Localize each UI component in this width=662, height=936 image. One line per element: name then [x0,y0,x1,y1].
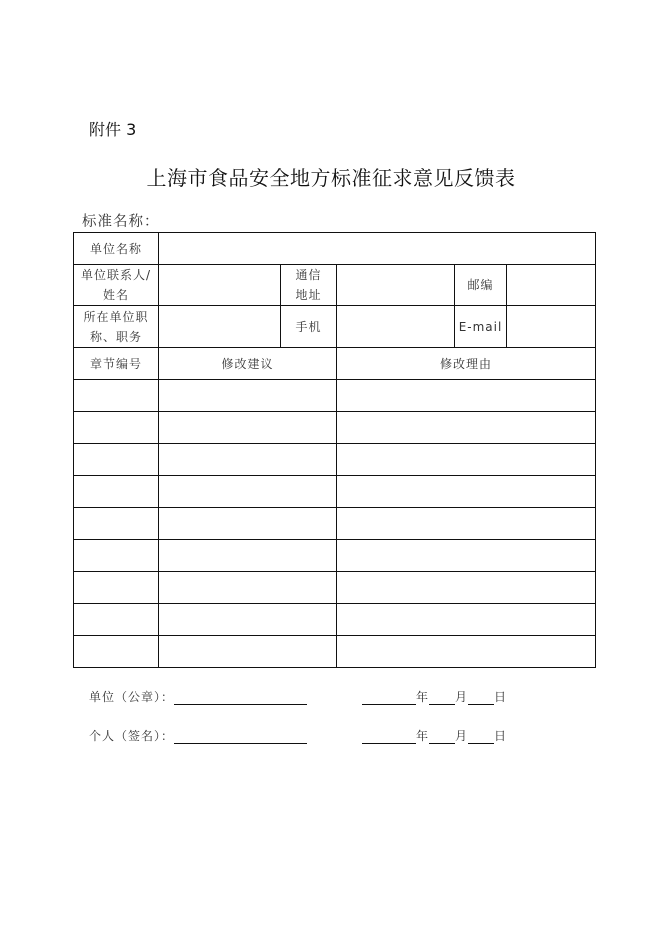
address-label-line1: 通信 [295,268,322,282]
year-label: 年 [416,729,430,743]
unit-year-line[interactable] [362,691,416,705]
email-field[interactable] [507,306,596,348]
unit-day-line[interactable] [468,691,494,705]
suggestion-cell[interactable] [159,380,337,412]
person-year-line[interactable] [362,730,416,744]
phone-label: 手机 [281,306,337,348]
section-cell[interactable] [74,412,159,444]
month-label: 月 [455,729,469,743]
reason-cell[interactable] [337,476,596,508]
section-cell[interactable] [74,380,159,412]
suggestion-cell[interactable] [159,604,337,636]
table-row [74,508,596,540]
standard-name-label: 标准名称： [82,214,160,230]
section-cell[interactable] [74,636,159,668]
section-cell[interactable] [74,508,159,540]
contact-label-line2: 姓名 [102,288,129,302]
dept-title-label [74,306,159,348]
reason-cell[interactable] [337,444,596,476]
unit-seal-row [89,688,307,705]
suggestion-cell[interactable] [159,476,337,508]
reason-cell[interactable] [337,572,596,604]
reason-cell[interactable] [337,380,596,412]
unit-month-line[interactable] [429,691,455,705]
col-reason-header: 修改理由 [337,348,596,380]
reason-cell[interactable] [337,636,596,668]
person-sign-line[interactable] [174,730,307,744]
reason-cell[interactable] [337,604,596,636]
suggestion-cell[interactable] [159,444,337,476]
col-section-header: 章节编号 [74,348,159,380]
suggestion-cell[interactable] [159,412,337,444]
person-month-line[interactable] [429,730,455,744]
person-sign-row [89,727,307,744]
section-cell[interactable] [74,476,159,508]
reason-cell[interactable] [337,508,596,540]
table-row [74,412,596,444]
section-cell[interactable] [74,572,159,604]
attachment-label: 附件 3 [89,120,137,139]
suggestion-cell[interactable] [159,572,337,604]
email-label: E-mail [455,306,507,348]
contact-label [74,265,159,306]
table-row [74,540,596,572]
section-cell[interactable] [74,540,159,572]
day-label: 日 [494,729,508,743]
dept-title-label-line2: 称、职务 [89,329,142,344]
table-row [74,636,596,668]
dept-title-label-line1: 所在单位职 [83,309,149,324]
reason-cell[interactable] [337,412,596,444]
address-field[interactable] [337,265,455,306]
table-row [74,604,596,636]
table-row [74,444,596,476]
col-suggestion-header: 修改建议 [159,348,337,380]
phone-field[interactable] [337,306,455,348]
reason-cell[interactable] [337,540,596,572]
unit-name-label: 单位名称 [74,233,159,265]
suggestion-cell[interactable] [159,540,337,572]
address-label [281,265,337,306]
unit-name-field[interactable] [159,233,596,265]
day-label: 日 [494,690,508,704]
unit-seal-line[interactable] [174,691,307,705]
section-cell[interactable] [74,604,159,636]
postcode-field[interactable] [507,265,596,306]
feedback-table [73,232,596,668]
section-cell[interactable] [74,444,159,476]
person-sign-label: 个人（签名）： [89,729,175,743]
contact-label-line1: 单位联系人/ [80,268,152,282]
unit-seal-label: 单位（公章）： [89,690,175,704]
contact-field[interactable] [159,265,281,306]
table-row [74,572,596,604]
person-day-line[interactable] [468,730,494,744]
table-row [74,476,596,508]
dept-title-field[interactable] [159,306,281,348]
person-date-row [362,727,507,744]
month-label: 月 [455,690,469,704]
suggestion-cell[interactable] [159,508,337,540]
suggestion-cell[interactable] [159,636,337,668]
address-label-line2: 地址 [295,288,322,302]
table-row [74,380,596,412]
postcode-label: 邮编 [455,265,507,306]
unit-date-row [362,688,507,705]
year-label: 年 [416,690,430,704]
page-title: 上海市食品安全地方标准征求意见反馈表 [146,166,516,190]
